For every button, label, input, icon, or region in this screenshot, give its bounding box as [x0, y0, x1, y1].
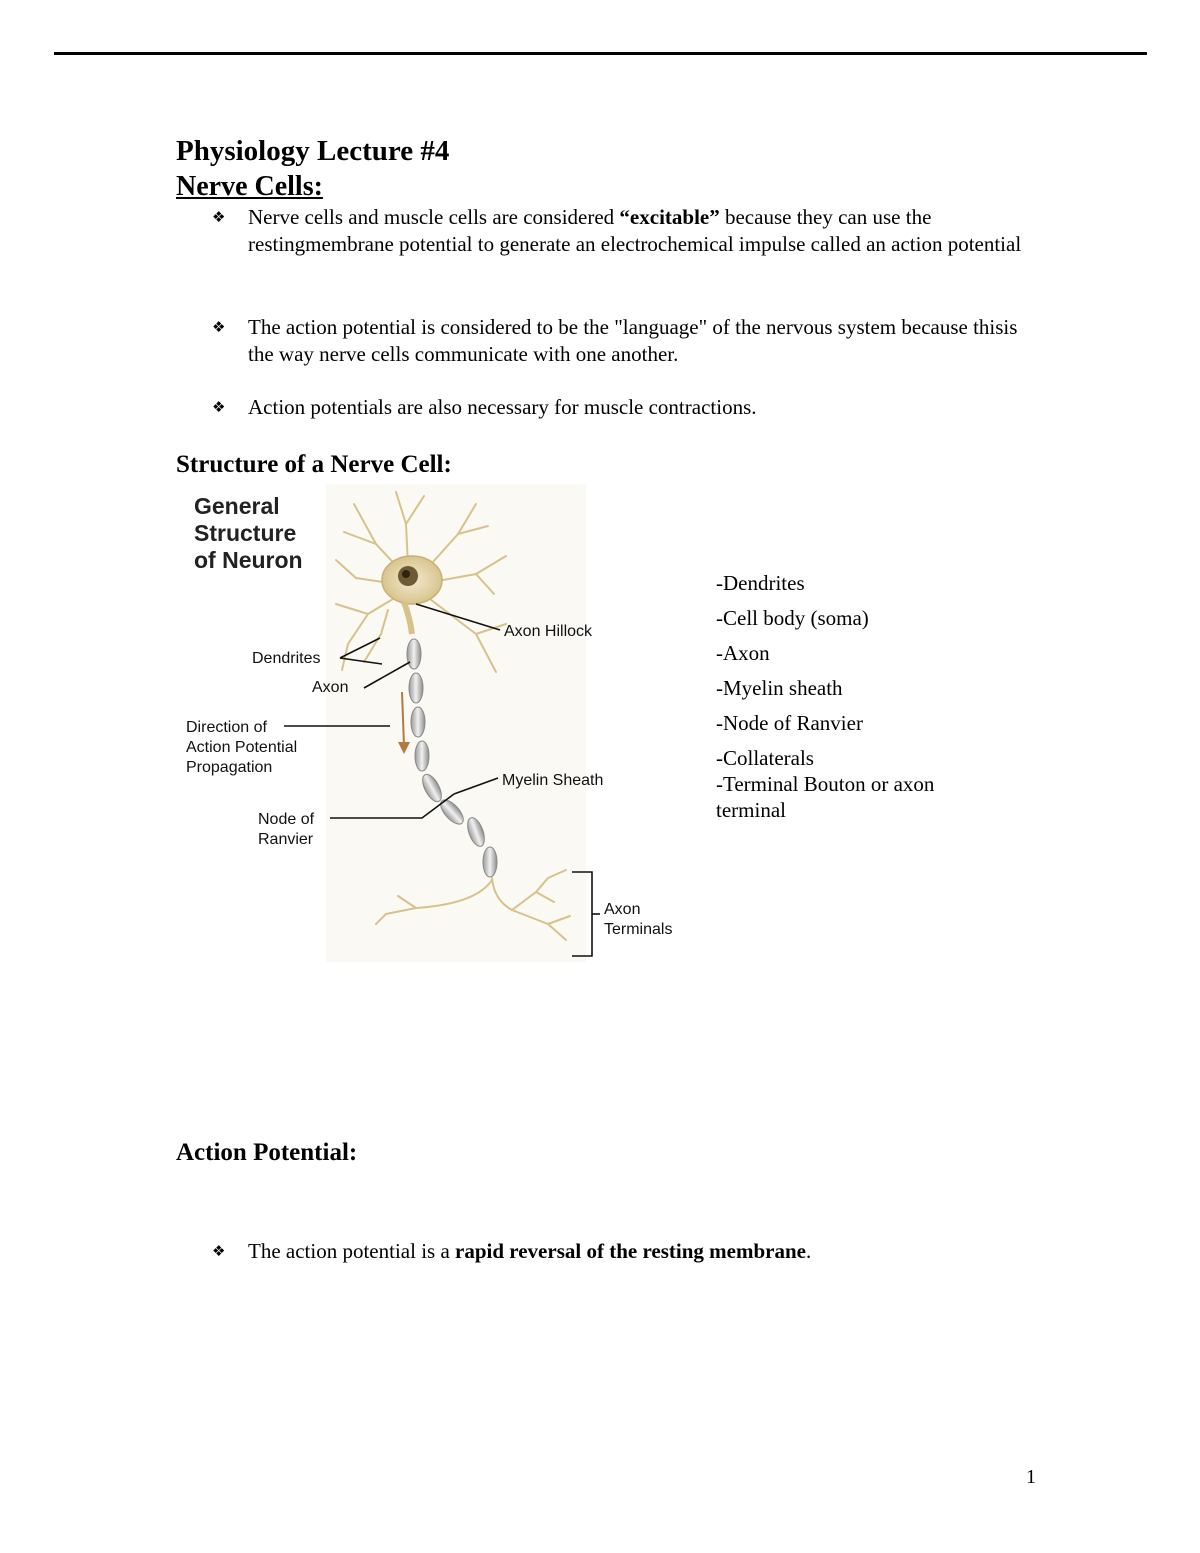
label-myelin-sheath: Myelin Sheath [502, 772, 604, 789]
label-terminals-line-1: Axon [604, 901, 641, 918]
label-direction-line-3: Propagation [186, 759, 273, 776]
diagram-title-line-3: of Neuron [194, 547, 303, 573]
bullet-text: The action potential is considered to be the "language" of the nervous system because thisis the way nerve cells communicate with one another. [248, 315, 1018, 366]
bullet-diamond-icon: ❖ [212, 208, 226, 226]
list-item: -Dendrites [716, 571, 805, 595]
list-item: -Cell body (soma) [716, 606, 869, 630]
label-terminals-line-2: Terminals [604, 921, 673, 938]
nerve-cells-heading: Nerve Cells: [176, 171, 323, 202]
label-node-line-1: Node of [258, 811, 315, 828]
bullet-diamond-icon: ❖ [212, 318, 226, 336]
structure-heading: Structure of a Nerve Cell: [176, 451, 452, 478]
top-rule [54, 52, 1147, 55]
bullet-diamond-icon: ❖ [212, 1242, 226, 1260]
bullet-diamond-icon: ❖ [212, 398, 226, 416]
diagram-title-line-1: General [194, 493, 280, 519]
nucleolus [402, 570, 410, 578]
label-dendrites: Dendrites [252, 650, 321, 667]
label-direction-line-1: Direction of [186, 719, 267, 736]
list-item: -Axon [716, 641, 770, 665]
bullet-text: Action potentials are also necessary for muscle contractions. [248, 395, 757, 419]
bullet-text: Nerve cells and muscle cells are considered “excitable” because they can use the restingmembrane potential to generate an electrochemical impulse called an action potential [248, 205, 1022, 256]
list-item: -Myelin sheath [716, 676, 843, 700]
label-axon: Axon [312, 679, 349, 696]
lecture-title: Physiology Lecture #4 [176, 135, 450, 167]
list-item: -Collaterals [716, 746, 814, 770]
page-number: 1 [1026, 1466, 1036, 1488]
bullet-text: The action potential is a rapid reversal of the resting membrane. [248, 1239, 812, 1263]
list-item: terminal [716, 798, 786, 822]
label-direction-line-2: Action Potential [186, 739, 298, 756]
diagram-background [326, 484, 586, 962]
action-potential-heading: Action Potential: [176, 1139, 358, 1166]
label-node-line-2: Ranvier [258, 831, 314, 848]
structure-labels-list [716, 570, 934, 823]
diagram-title-line-2: Structure [194, 520, 297, 546]
list-item: -Terminal Bouton or axon [716, 772, 935, 796]
list-item: -Node of Ranvier [716, 711, 863, 735]
neuron-diagram [176, 484, 696, 964]
label-axon-hillock: Axon Hillock [504, 623, 593, 640]
